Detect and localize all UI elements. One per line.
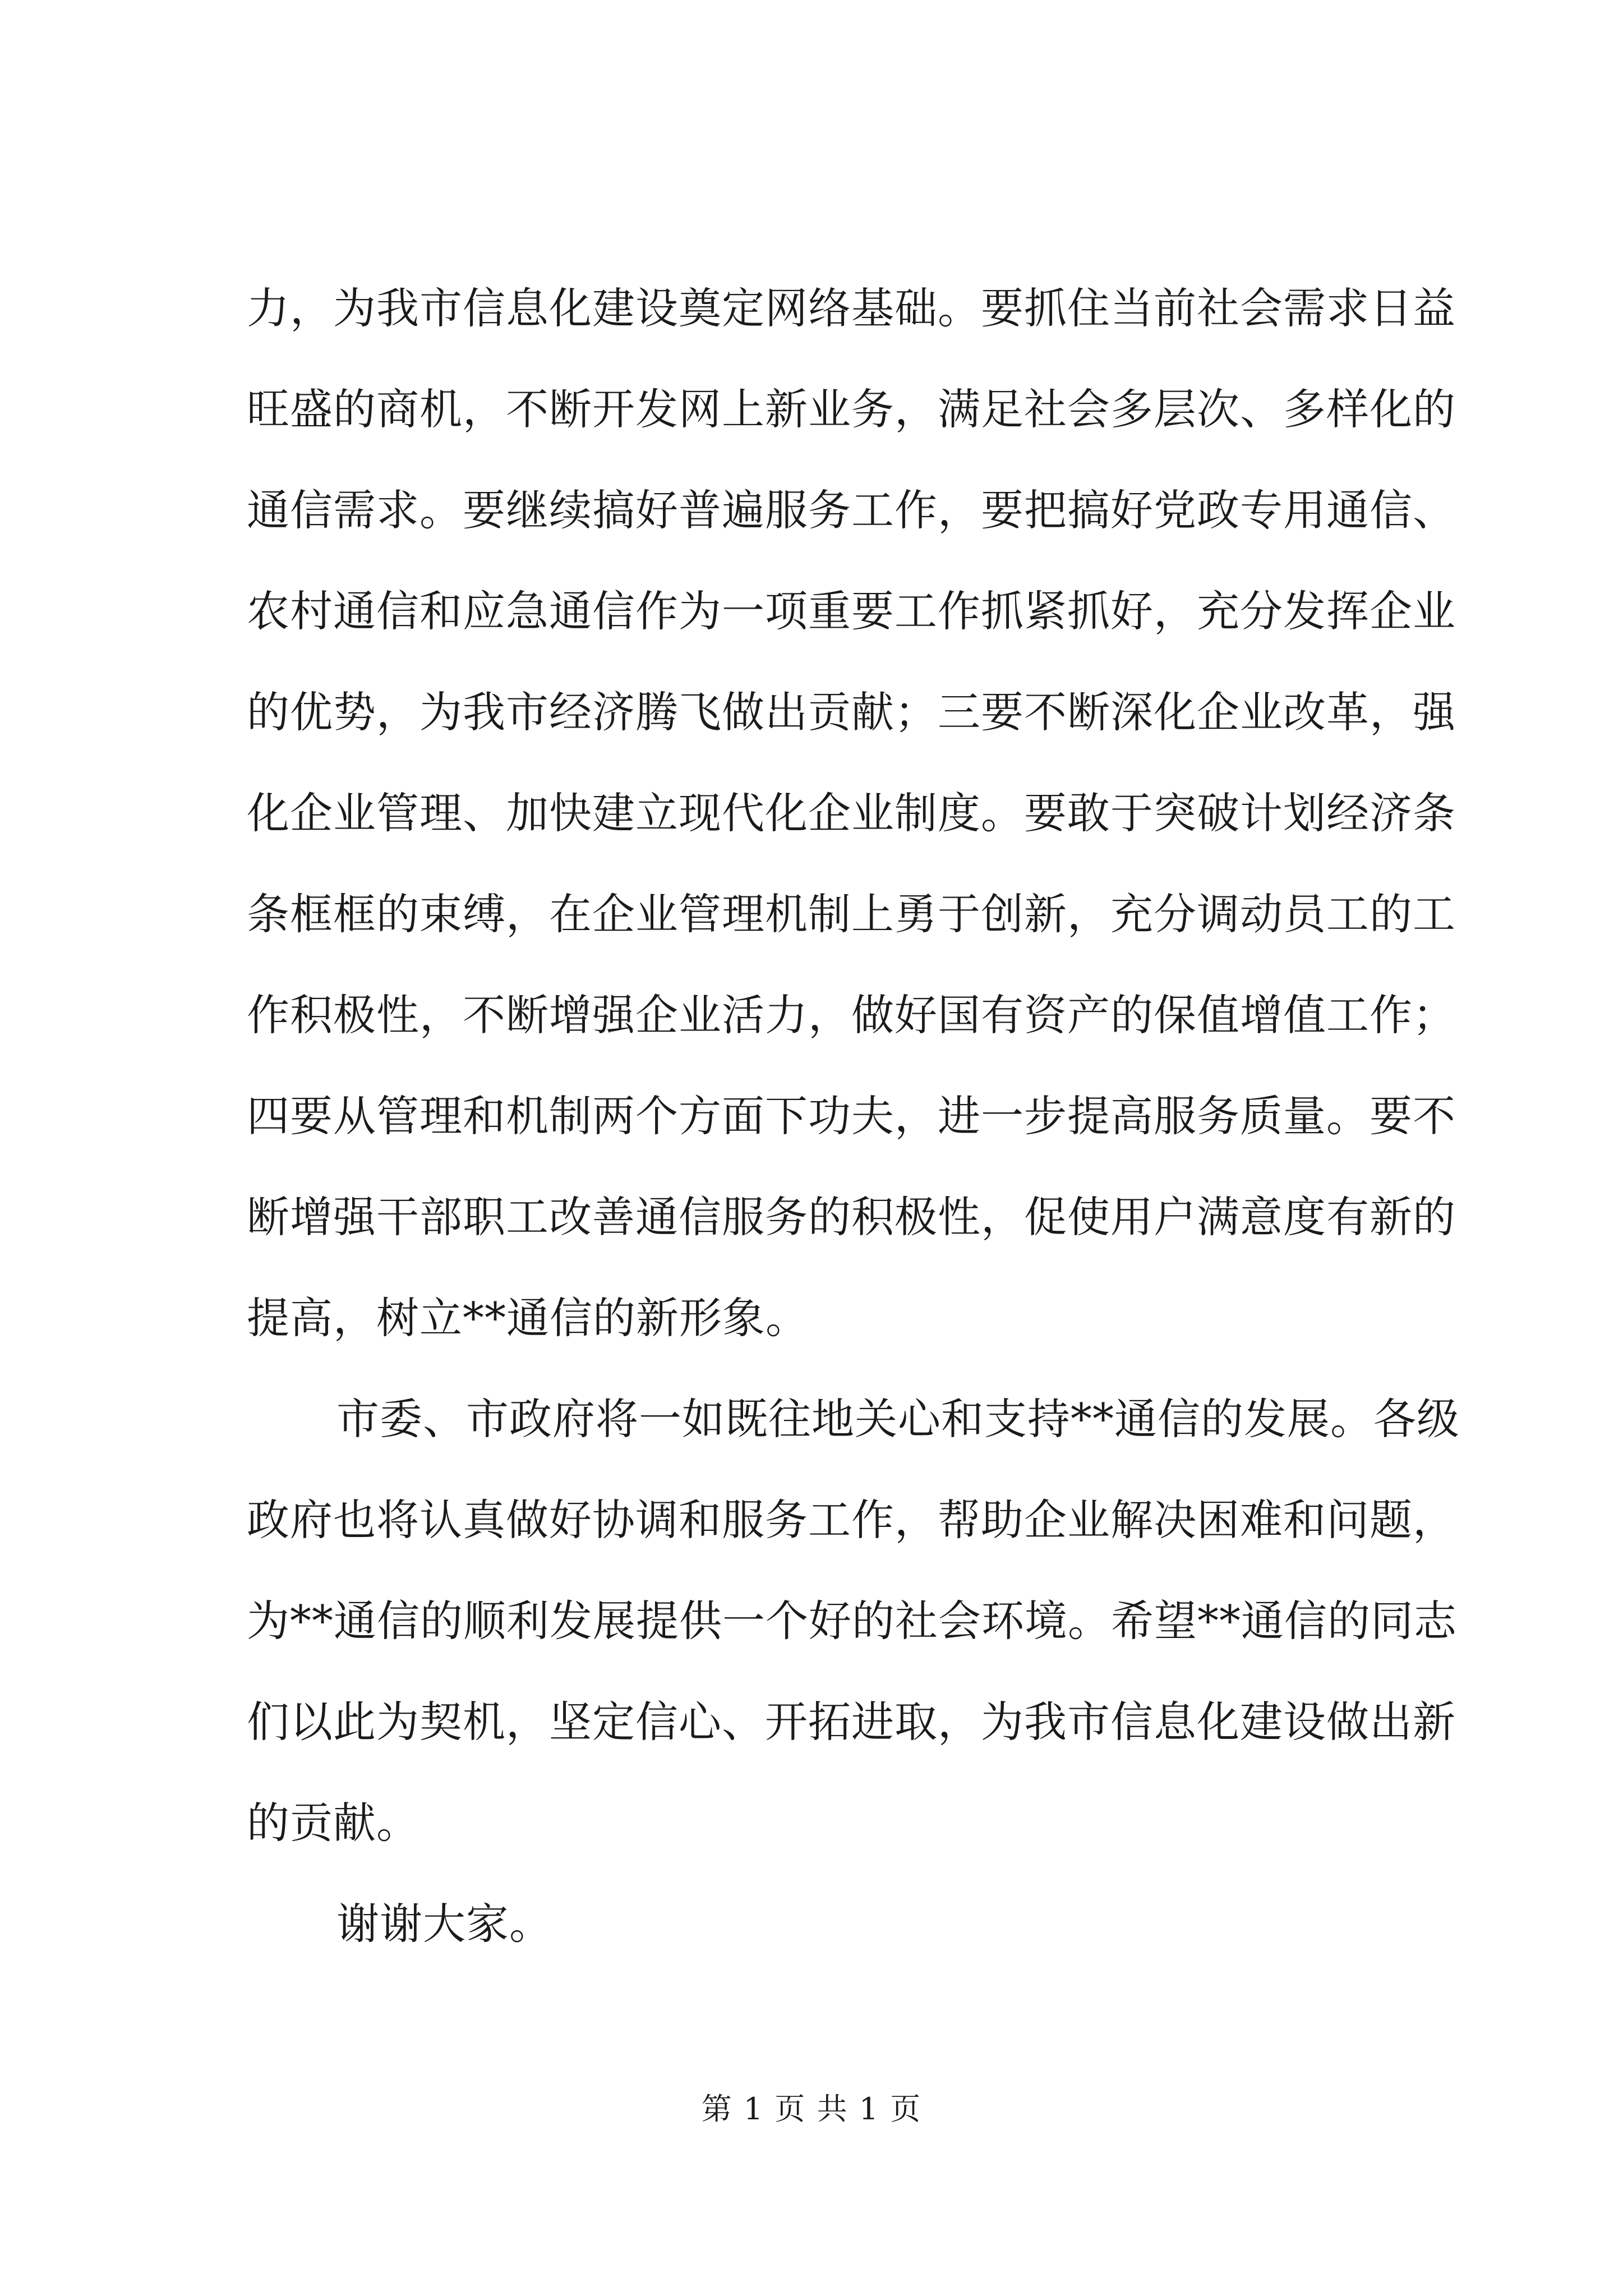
paragraph-line: 市委、市政府将一如既往地关心和支持**通信的发展。各级 (336, 1394, 1460, 1444)
paragraph-line: 谢谢大家。 (336, 1899, 552, 1949)
paragraph-line: 提高，树立**通信的新形象。 (247, 1293, 809, 1343)
paragraph-line: 四要从管理和机制两个方面下功夫，进一步提高服务质量。要不 (247, 1091, 1456, 1141)
paragraph-line: 断增强干部职工改善通信服务的积极性，促使用户满意度有新的 (247, 1192, 1456, 1242)
paragraph-line: 农村通信和应急通信作为一项重要工作抓紧抓好，充分发挥企业 (247, 586, 1456, 636)
paragraph-line: 作积极性，不断增强企业活力，做好国有资产的保值增值工作； (247, 990, 1456, 1040)
paragraph-line: 力，为我市信息化建设奠定网络基础。要抓住当前社会需求日益 (247, 283, 1456, 333)
document-body (247, 258, 1460, 1975)
page-number-footer: 第 1 页 共 1 页 (701, 2091, 922, 2127)
paragraph-line: 通信需求。要继续搞好普遍服务工作，要把搞好党政专用通信、 (247, 485, 1456, 535)
paragraph-line: 条框框的束缚，在企业管理机制上勇于创新，充分调动员工的工 (247, 889, 1456, 939)
paragraph-line: 化企业管理、加快建立现代化企业制度。要敢于突破计划经济条 (247, 788, 1456, 838)
paragraph-2 (247, 1369, 1460, 1874)
paragraph-1 (247, 258, 1456, 1369)
paragraph-3 (247, 1874, 1413, 1975)
paragraph-line: 旺盛的商机，不断开发网上新业务，满足社会多层次、多样化的 (247, 384, 1456, 434)
paragraph-line: 们以此为契机，坚定信心、开拓进取，为我市信息化建设做出新 (247, 1697, 1456, 1747)
paragraph-line: 政府也将认真做好协调和服务工作，帮助企业解决困难和问题， (247, 1495, 1456, 1545)
paragraph-line: 的贡献。 (247, 1798, 419, 1848)
paragraph-line: 为**通信的顺利发展提供一个好的社会环境。希望**通信的同志 (247, 1596, 1457, 1646)
paragraph-line: 的优势，为我市经济腾飞做出贡献；三要不断深化企业改革，强 (247, 687, 1456, 737)
